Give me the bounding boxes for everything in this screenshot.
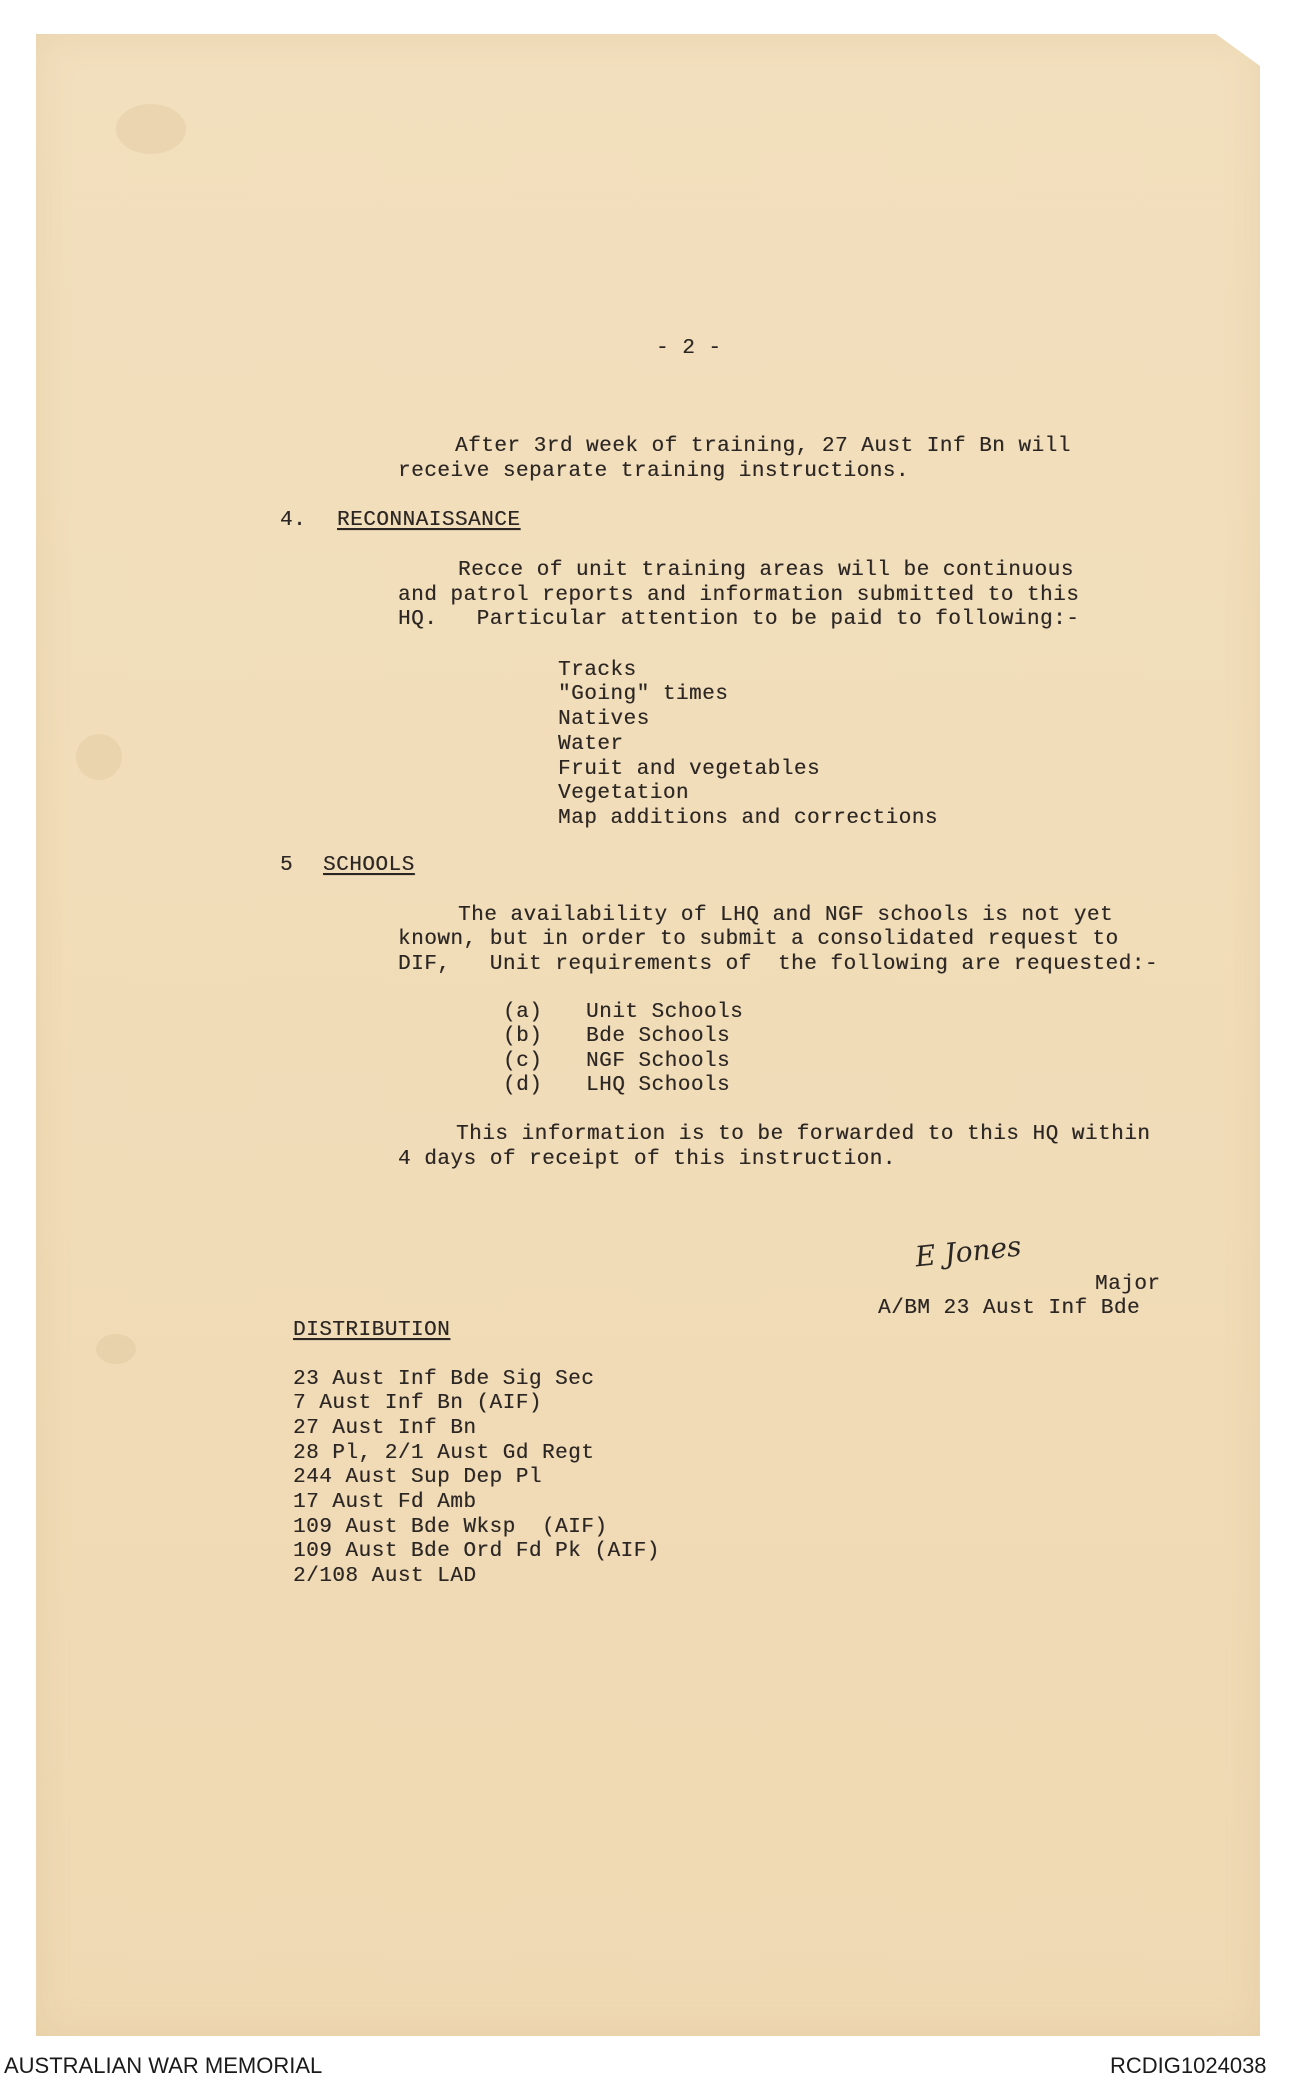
school-option-text: Bde Schools <box>586 1025 731 1048</box>
section-4-paragraph-line-3: HQ. Particular attention to be paid to following:- <box>398 608 1080 631</box>
signature-rank: Major <box>1095 1273 1161 1296</box>
section-4-paragraph-line-1: Recce of unit training areas will be continuous <box>458 559 1074 582</box>
signature-appointment: A/BM 23 Aust Inf Bde <box>878 1297 1141 1320</box>
distribution-recipient: 2/108 Aust LAD <box>293 1565 477 1588</box>
distribution-recipient: 244 Aust Sup Dep Pl <box>293 1466 542 1489</box>
handwritten-signature: E Jones <box>913 1229 1023 1274</box>
recce-item: Natives <box>558 708 650 731</box>
recce-item: Fruit and vegetables <box>558 758 821 781</box>
recce-item: Tracks <box>558 659 637 682</box>
paper-stain <box>96 1334 136 1364</box>
school-option-text: LHQ Schools <box>586 1074 731 1097</box>
distribution-recipient: 109 Aust Bde Wksp (AIF) <box>293 1516 608 1539</box>
paper-stain <box>116 104 186 154</box>
distribution-recipient: 7 Aust Inf Bn (AIF) <box>293 1392 542 1415</box>
section-5-paragraph-line-1: The availability of LHQ and NGF schools is not yet <box>458 904 1114 927</box>
recce-item: Vegetation <box>558 782 690 805</box>
footer-catalogue-id: RCDIG1024038 <box>1110 2053 1267 2078</box>
school-option-text: NGF Schools <box>586 1050 731 1073</box>
school-option-text: Unit Schools <box>586 1001 744 1024</box>
school-option-label: (b) <box>503 1025 543 1048</box>
school-option-label: (d) <box>503 1074 543 1097</box>
section-4-paragraph-line-2: and patrol reports and information submitted to this <box>398 584 1080 607</box>
distribution-heading: DISTRIBUTION <box>293 1319 451 1342</box>
section-4-heading: RECONNAISSANCE <box>337 509 521 532</box>
distribution-recipient: 17 Aust Fd Amb <box>293 1491 477 1514</box>
school-option-label: (a) <box>503 1001 543 1024</box>
intro-line-2: receive separate training instructions. <box>398 460 909 483</box>
page-marker: - 2 - <box>656 337 722 360</box>
section-5-paragraph-line-3: DIF, Unit requirements of the following are requested:- <box>398 953 1158 976</box>
distribution-recipient: 23 Aust Inf Bde Sig Sec <box>293 1368 595 1391</box>
distribution-recipient: 27 Aust Inf Bn <box>293 1417 477 1440</box>
section-5-closing-line-1: This information is to be forwarded to this HQ within <box>456 1123 1151 1146</box>
recce-item: Map additions and corrections <box>558 807 938 830</box>
section-5-number: 5 <box>280 854 294 877</box>
section-5-paragraph-line-2: known, but in order to submit a consolidated request to <box>398 928 1119 951</box>
section-5-closing-line-2: 4 days of receipt of this instruction. <box>398 1148 896 1171</box>
recce-item: "Going" times <box>558 683 729 706</box>
section-4-number: 4. <box>280 509 307 532</box>
distribution-recipient: 109 Aust Bde Ord Fd Pk (AIF) <box>293 1540 660 1563</box>
recce-item: Water <box>558 733 624 756</box>
paper-stain <box>76 734 122 780</box>
section-5-heading: SCHOOLS <box>323 854 415 877</box>
school-option-label: (c) <box>503 1050 543 1073</box>
footer-institution: AUSTRALIAN WAR MEMORIAL <box>4 2053 323 2078</box>
intro-line-1: After 3rd week of training, 27 Aust Inf Bn will <box>455 435 1071 458</box>
distribution-recipient: 28 Pl, 2/1 Aust Gd Regt <box>293 1442 595 1465</box>
